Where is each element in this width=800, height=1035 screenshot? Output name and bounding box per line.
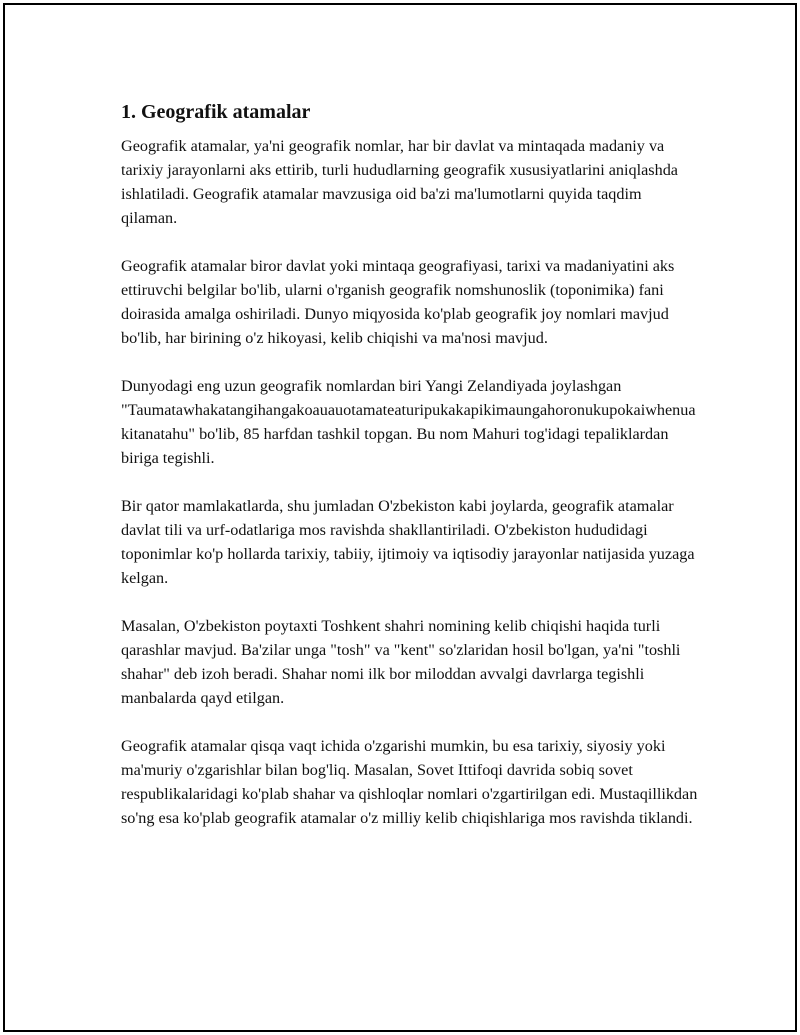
paragraph-uzbekistan: Bir qator mamlakatlarda, shu jumladan O'zbekiston kabi joylarda, geografik atamalar davlat tili va urf-odatlariga mos ravishda shakllantiriladi. O'zbekiston hududidagi toponimlar ko'p hollarda tarixiy, tabiiy, ijtimoiy va iqtisodiy jarayonlar natijasida yuzaga kelgan. [121,497,695,587]
document-body [121,100,701,854]
paragraph-toponymy: Geografik atamalar biror davlat yoki mintaqa geografiyasi, tarixi va madaniyatini aks ettiruvchi belgilar bo'lib, ularni o'rganish geografik nomshunoslik (toponimika) fani doirasida amalga oshiriladi. Dunyo miqyosida ko'plab geografik joy nomlari mavjud bo'lib, har birining o'z hikoyasi, kelib chiqishi va ma'nosi mavjud. [121,257,675,347]
page-frame [3,3,797,1032]
paragraph-longest-name: Dunyodagi eng uzun geografik nomlardan biri Yangi Zelandiyada joylashgan "Taumatawhakatangihangakoauauotamateaturipukakapikimaungahoronukupokaiwhenuakitanatahu" bo'lib, 85 harfdan tashkil topgan. Bu nom Mahuri tog'idagi tepaliklardan biriga tegishli. [121,377,696,467]
paragraph-name-changes: Geografik atamalar qisqa vaqt ichida o'zgarishi mumkin, bu esa tarixiy, siyosiy yoki ma'muriy o'zgarishlar bilan bog'liq. Masalan, Sovet Ittifoqi davrida sobiq sovet respublikalaridagi ko'plab shahar va qishloqlar nomlari o'zgartirilgan edi. Mustaqillikdan so'ng esa ko'plab geografik atamalar o'z milliy kelib chiqishlariga mos ravishda tiklandi. [121,737,698,827]
paragraph-intro: Geografik atamalar, ya'ni geografik nomlar, har bir davlat va mintaqada madaniy va tarixiy jarayonlarni aks ettirib, turli hududlarning geografik xususiyatlarini aniqlashda ishlatiladi. Geografik atamalar mavzusiga oid ba'zi ma'lumotlarni quyida taqdim qilaman. [121,137,678,227]
paragraph-tashkent: Masalan, O'zbekiston poytaxti Toshkent shahri nomining kelib chiqishi haqida turli qarashlar mavjud. Ba'zilar unga "tosh" va "kent" so'zlaridan hosil bo'lgan, ya'ni "toshli shahar" deb izoh beradi. Shahar nomi ilk bor miloddan avvalgi davrlarga tegishli manbalarda qayd etilgan. [121,617,681,707]
section-heading: 1. Geografik atamalar [121,101,311,123]
